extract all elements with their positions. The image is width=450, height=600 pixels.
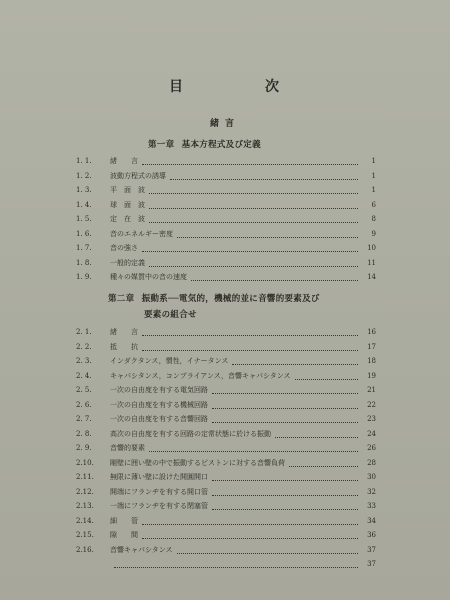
toc-entry-title: 音の強さ — [110, 244, 138, 252]
toc-entry — [76, 471, 376, 483]
toc-entry-page: 28 — [367, 458, 376, 467]
dot-leader — [232, 363, 358, 365]
toc-entry-title: 無限に薄い壁に設けた開圓開口 — [110, 473, 208, 481]
dot-leader — [212, 421, 358, 423]
toc-entry-number: 2.11. — [76, 473, 94, 481]
toc-entry — [76, 341, 376, 353]
dot-leader — [114, 566, 358, 568]
dot-leader — [149, 192, 358, 194]
dot-leader — [212, 392, 358, 394]
toc-entry-number: 2. 5. — [76, 386, 92, 394]
chapter1-label: 第一章 — [148, 140, 175, 150]
toc-entry-page: 19 — [367, 371, 376, 380]
toc-entry-page: 23 — [367, 415, 376, 423]
toc-entry-page: 36 — [367, 531, 376, 539]
toc-entry-title: 一次の自由度を有する電気回路 — [110, 386, 208, 394]
dot-leader — [177, 552, 358, 554]
toc-entry-title: 一次の自由度を有する機械回路 — [110, 400, 208, 409]
toc-entry-page: 37 — [367, 560, 376, 568]
toc-entry — [76, 457, 376, 469]
dot-leader — [142, 163, 358, 165]
toc-entry — [76, 242, 376, 254]
toc-entry — [76, 228, 376, 240]
dot-leader — [289, 465, 358, 467]
toc-entry-title: 種々の媒質中の音の速度 — [110, 273, 187, 281]
toc-entry-page: 8 — [371, 215, 376, 223]
chapter2-heading — [108, 292, 320, 304]
dot-leader — [142, 537, 358, 539]
toc-entry-number: 2. 3. — [76, 357, 92, 365]
toc-entry-number: 2. 9. — [76, 444, 92, 452]
toc-entry-title: 細 管 — [110, 516, 138, 525]
toc-entry — [76, 428, 376, 440]
toc-entry-number: 1. 7. — [76, 244, 92, 252]
toc-entry-title: キャパシタンス，コンプライアンス，音響キャパシタンス — [110, 371, 291, 380]
toc-entry-page: 1 — [371, 186, 376, 194]
toc-entry — [76, 184, 376, 196]
toc-entry-number: 1. 8. — [76, 258, 92, 267]
toc-entry — [76, 544, 376, 556]
dot-leader — [212, 494, 358, 496]
toc-entry — [76, 257, 376, 269]
toc-entry-page: 33 — [367, 502, 376, 510]
dot-leader — [275, 436, 358, 438]
toc-entry-title: 一端にフランヂを有する閉塞管 — [110, 502, 208, 510]
toc-entry-title: 平 面 波 — [110, 186, 145, 194]
toc-entry — [76, 170, 376, 182]
toc-entry-page: 17 — [367, 342, 376, 351]
toc-entry — [76, 486, 376, 498]
toc-entry-number: 1. 5. — [76, 215, 92, 223]
toc-entry-number: 2. 4. — [76, 371, 92, 380]
toc-entry-title: 緒 言 — [110, 157, 138, 165]
toc-entry-page: 1 — [371, 171, 376, 180]
toc-entry-number: 2.14. — [76, 516, 94, 525]
toc-entry-title: 音のエネルギー密度 — [110, 229, 173, 238]
toc-entry-number: 2. 1. — [76, 328, 92, 336]
toc-entry-page: 32 — [367, 487, 376, 496]
toc-entry-title: 開端にフランヂを有する開口管 — [110, 487, 208, 496]
toc-entry — [76, 213, 376, 225]
toc-entry-number: 1. 9. — [76, 273, 92, 281]
chapter1-title: 基本方程式及び定義 — [181, 140, 261, 150]
toc-entry-number: 2.13. — [76, 502, 94, 510]
toc-entry-number: 2.10. — [76, 458, 94, 467]
dot-leader — [170, 178, 358, 180]
toc-entry-number: 2. 6. — [76, 400, 92, 409]
toc-entry — [76, 500, 376, 512]
toc-entry-number: 2. 8. — [76, 429, 92, 438]
dot-leader — [142, 250, 358, 252]
toc-entry-title: 球 面 波 — [110, 200, 145, 209]
toc-entry-title: 波動方程式の誘導 — [110, 171, 166, 180]
toc-entry — [76, 370, 376, 382]
toc-entry — [76, 199, 376, 211]
toc-entry-title: 高次の自由度を有する回路の定常状態に於ける振動 — [110, 429, 271, 438]
dot-leader — [295, 378, 358, 380]
toc-entry-page: 11 — [367, 258, 376, 267]
toc-entry — [76, 326, 376, 338]
dot-leader — [142, 349, 358, 351]
toc-entry-number: 1. 6. — [76, 229, 92, 238]
dot-leader — [149, 450, 358, 452]
dot-leader — [212, 407, 358, 409]
dot-leader — [212, 479, 358, 481]
toc-entry-page: 24 — [367, 429, 376, 438]
dot-leader — [142, 334, 358, 336]
toc-entry — [76, 384, 376, 396]
chapter2-label: 第二章 — [108, 294, 135, 304]
title-left: 目 — [169, 79, 185, 95]
toc-entry — [76, 529, 376, 541]
toc-entry-page: 18 — [367, 357, 376, 365]
toc-entry-title: 剛壁に囲い壁の中で振動するピストンに対する音響負荷 — [110, 458, 285, 467]
toc-entry — [76, 413, 376, 425]
toc-entry-page: 37 — [367, 545, 376, 554]
toc-entry-number: 1. 1. — [76, 157, 92, 165]
dot-leader — [149, 265, 358, 267]
toc-entry — [76, 442, 376, 454]
toc-entry — [76, 271, 376, 283]
toc-entry-number: 2.15. — [76, 531, 94, 539]
toc-entry-number: 1. 2. — [76, 171, 92, 180]
toc-entry-number: 1. 3. — [76, 186, 92, 194]
toc-entry-number: 2. 7. — [76, 415, 92, 423]
toc-entry-page: 1 — [371, 157, 376, 165]
toc-entry-page: 26 — [367, 444, 376, 452]
toc-entry-page: 6 — [371, 200, 376, 209]
chapter2-title-line1: 振動系──電気的，機械的並に音響的要素及び — [141, 294, 320, 304]
toc-entry — [76, 355, 376, 367]
toc-entry-page: 10 — [367, 244, 376, 252]
title-right: 次 — [265, 79, 281, 95]
dot-leader — [142, 523, 358, 525]
toc-entry-title: 定 在 波 — [110, 215, 145, 223]
dot-leader — [191, 279, 358, 281]
intro-heading: 緒言 — [209, 119, 240, 129]
toc-entry-title: 一次の自由度を有する音響回路 — [110, 415, 208, 423]
dot-leader — [177, 236, 358, 238]
toc-entry-page: 14 — [367, 273, 376, 281]
toc-entry-page: 21 — [367, 386, 376, 394]
toc-entry — [76, 399, 376, 411]
toc-entry-number: 2.12. — [76, 487, 94, 496]
toc-entry-title: 抵 抗 — [110, 342, 138, 351]
chapter2-heading-line2: 要素の組合せ — [144, 310, 197, 320]
page-title — [0, 76, 450, 96]
toc-entry-page: 9 — [371, 229, 376, 238]
toc-entry-title: 音響的要素 — [110, 444, 145, 452]
toc-entry-title: 一般的定義 — [110, 258, 145, 267]
toc-entry-page: 22 — [367, 400, 376, 409]
toc-entry-page: 30 — [367, 473, 376, 481]
toc-entry-number: 2.16. — [76, 545, 94, 554]
chapter1-heading — [148, 138, 261, 150]
toc-entry-page: 16 — [367, 328, 376, 336]
dot-leader — [149, 221, 358, 223]
toc-entry-number: 1. 4. — [76, 200, 92, 209]
toc-entry-title: 緒 言 — [110, 328, 138, 336]
dot-leader — [212, 508, 358, 510]
toc-entry-title: 隙 間 — [110, 531, 138, 539]
toc-entry-title: インダクタンス，慣性，イナータンス — [110, 357, 229, 365]
toc-entry — [76, 155, 376, 167]
toc-entry — [76, 515, 376, 527]
toc-entry-page: 34 — [367, 516, 376, 525]
toc-entry — [76, 558, 376, 570]
dot-leader — [149, 207, 358, 209]
toc-entry-title: 音響キャパシタンス — [110, 545, 173, 554]
toc-entry-number: 2. 2. — [76, 342, 92, 351]
